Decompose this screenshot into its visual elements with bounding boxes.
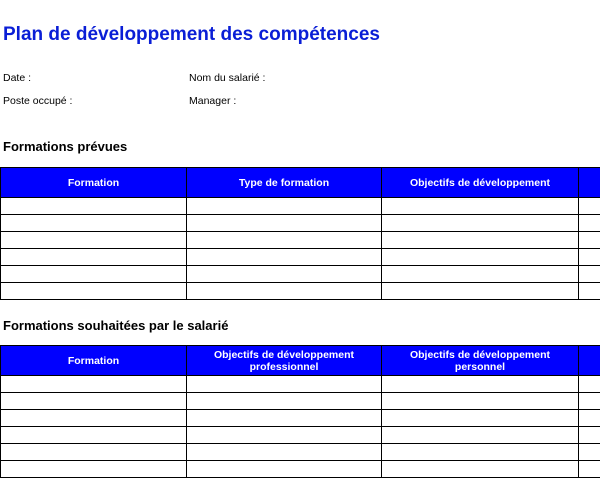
table-cell[interactable]: [382, 461, 579, 478]
table-header-row: [1, 346, 600, 376]
table-cell[interactable]: [382, 232, 579, 249]
table-cell[interactable]: [382, 215, 579, 232]
table-row: [1, 266, 600, 283]
table-row: [1, 410, 600, 427]
manager-label: Manager :: [189, 95, 236, 107]
table-cell[interactable]: [382, 266, 579, 283]
table-row: [1, 376, 600, 393]
table-header-row: [1, 168, 600, 198]
table-cell[interactable]: [382, 249, 579, 266]
table-row: [1, 232, 600, 249]
table-cell[interactable]: [579, 376, 600, 393]
page-title: Plan de développement des compétences: [3, 24, 380, 46]
table-cell[interactable]: [187, 198, 382, 215]
table-cell[interactable]: [187, 410, 382, 427]
table-row: [1, 461, 600, 478]
table-cell[interactable]: [579, 283, 600, 300]
table-cell[interactable]: [1, 232, 187, 249]
table-cell[interactable]: [579, 215, 600, 232]
table-cell[interactable]: [187, 427, 382, 444]
table-row: [1, 249, 600, 266]
table-cell[interactable]: [579, 249, 600, 266]
table-cell[interactable]: [1, 410, 187, 427]
column-header-development-objectives: Objectifs de développement: [382, 168, 579, 198]
table-cell[interactable]: [579, 444, 600, 461]
table-cell[interactable]: [579, 393, 600, 410]
table-cell[interactable]: [187, 215, 382, 232]
column-header-extra: [579, 168, 600, 198]
table-cell[interactable]: [1, 444, 187, 461]
table-cell[interactable]: [579, 198, 600, 215]
column-header-training-type: Type de formation: [187, 168, 382, 198]
table-cell[interactable]: [579, 427, 600, 444]
planned-trainings-title: Formations prévues: [3, 139, 127, 154]
table-cell[interactable]: [187, 232, 382, 249]
column-header-personal-objectives: Objectifs de développement personnel: [382, 346, 579, 376]
table-cell[interactable]: [382, 427, 579, 444]
table-row: [1, 393, 600, 410]
table-cell[interactable]: [1, 393, 187, 410]
desired-trainings-table: [0, 345, 600, 478]
table-cell[interactable]: [187, 376, 382, 393]
table-cell[interactable]: [1, 283, 187, 300]
table-cell[interactable]: [382, 410, 579, 427]
table-row: [1, 427, 600, 444]
table-cell[interactable]: [382, 393, 579, 410]
table-cell[interactable]: [187, 444, 382, 461]
table-row: [1, 215, 600, 232]
table-cell[interactable]: [579, 266, 600, 283]
table-cell[interactable]: [579, 461, 600, 478]
table-cell[interactable]: [187, 393, 382, 410]
table-cell[interactable]: [187, 283, 382, 300]
desired-trainings-title: Formations souhaitées par le salarié: [3, 318, 228, 333]
table-cell[interactable]: [579, 232, 600, 249]
table-row: [1, 444, 600, 461]
column-header-formation: Formation: [1, 346, 187, 376]
table-cell[interactable]: [187, 249, 382, 266]
planned-trainings-table: [0, 167, 600, 300]
table-cell[interactable]: [1, 266, 187, 283]
table-row: [1, 283, 600, 300]
table-cell[interactable]: [382, 283, 579, 300]
table-row: [1, 198, 600, 215]
date-label: Date :: [3, 72, 31, 84]
position-label: Poste occupé :: [3, 95, 72, 107]
table-cell[interactable]: [382, 198, 579, 215]
column-header-professional-objectives: Objectifs de développement professionnel: [187, 346, 382, 376]
column-header-extra: [579, 346, 600, 376]
table-cell[interactable]: [1, 198, 187, 215]
table-cell[interactable]: [382, 376, 579, 393]
table-cell[interactable]: [187, 266, 382, 283]
table-cell[interactable]: [382, 444, 579, 461]
employee-name-label: Nom du salarié :: [189, 72, 265, 84]
table-cell[interactable]: [1, 215, 187, 232]
table-cell[interactable]: [579, 410, 600, 427]
table-cell[interactable]: [187, 461, 382, 478]
table-cell[interactable]: [1, 461, 187, 478]
table-cell[interactable]: [1, 249, 187, 266]
table-cell[interactable]: [1, 427, 187, 444]
table-cell[interactable]: [1, 376, 187, 393]
column-header-formation: Formation: [1, 168, 187, 198]
